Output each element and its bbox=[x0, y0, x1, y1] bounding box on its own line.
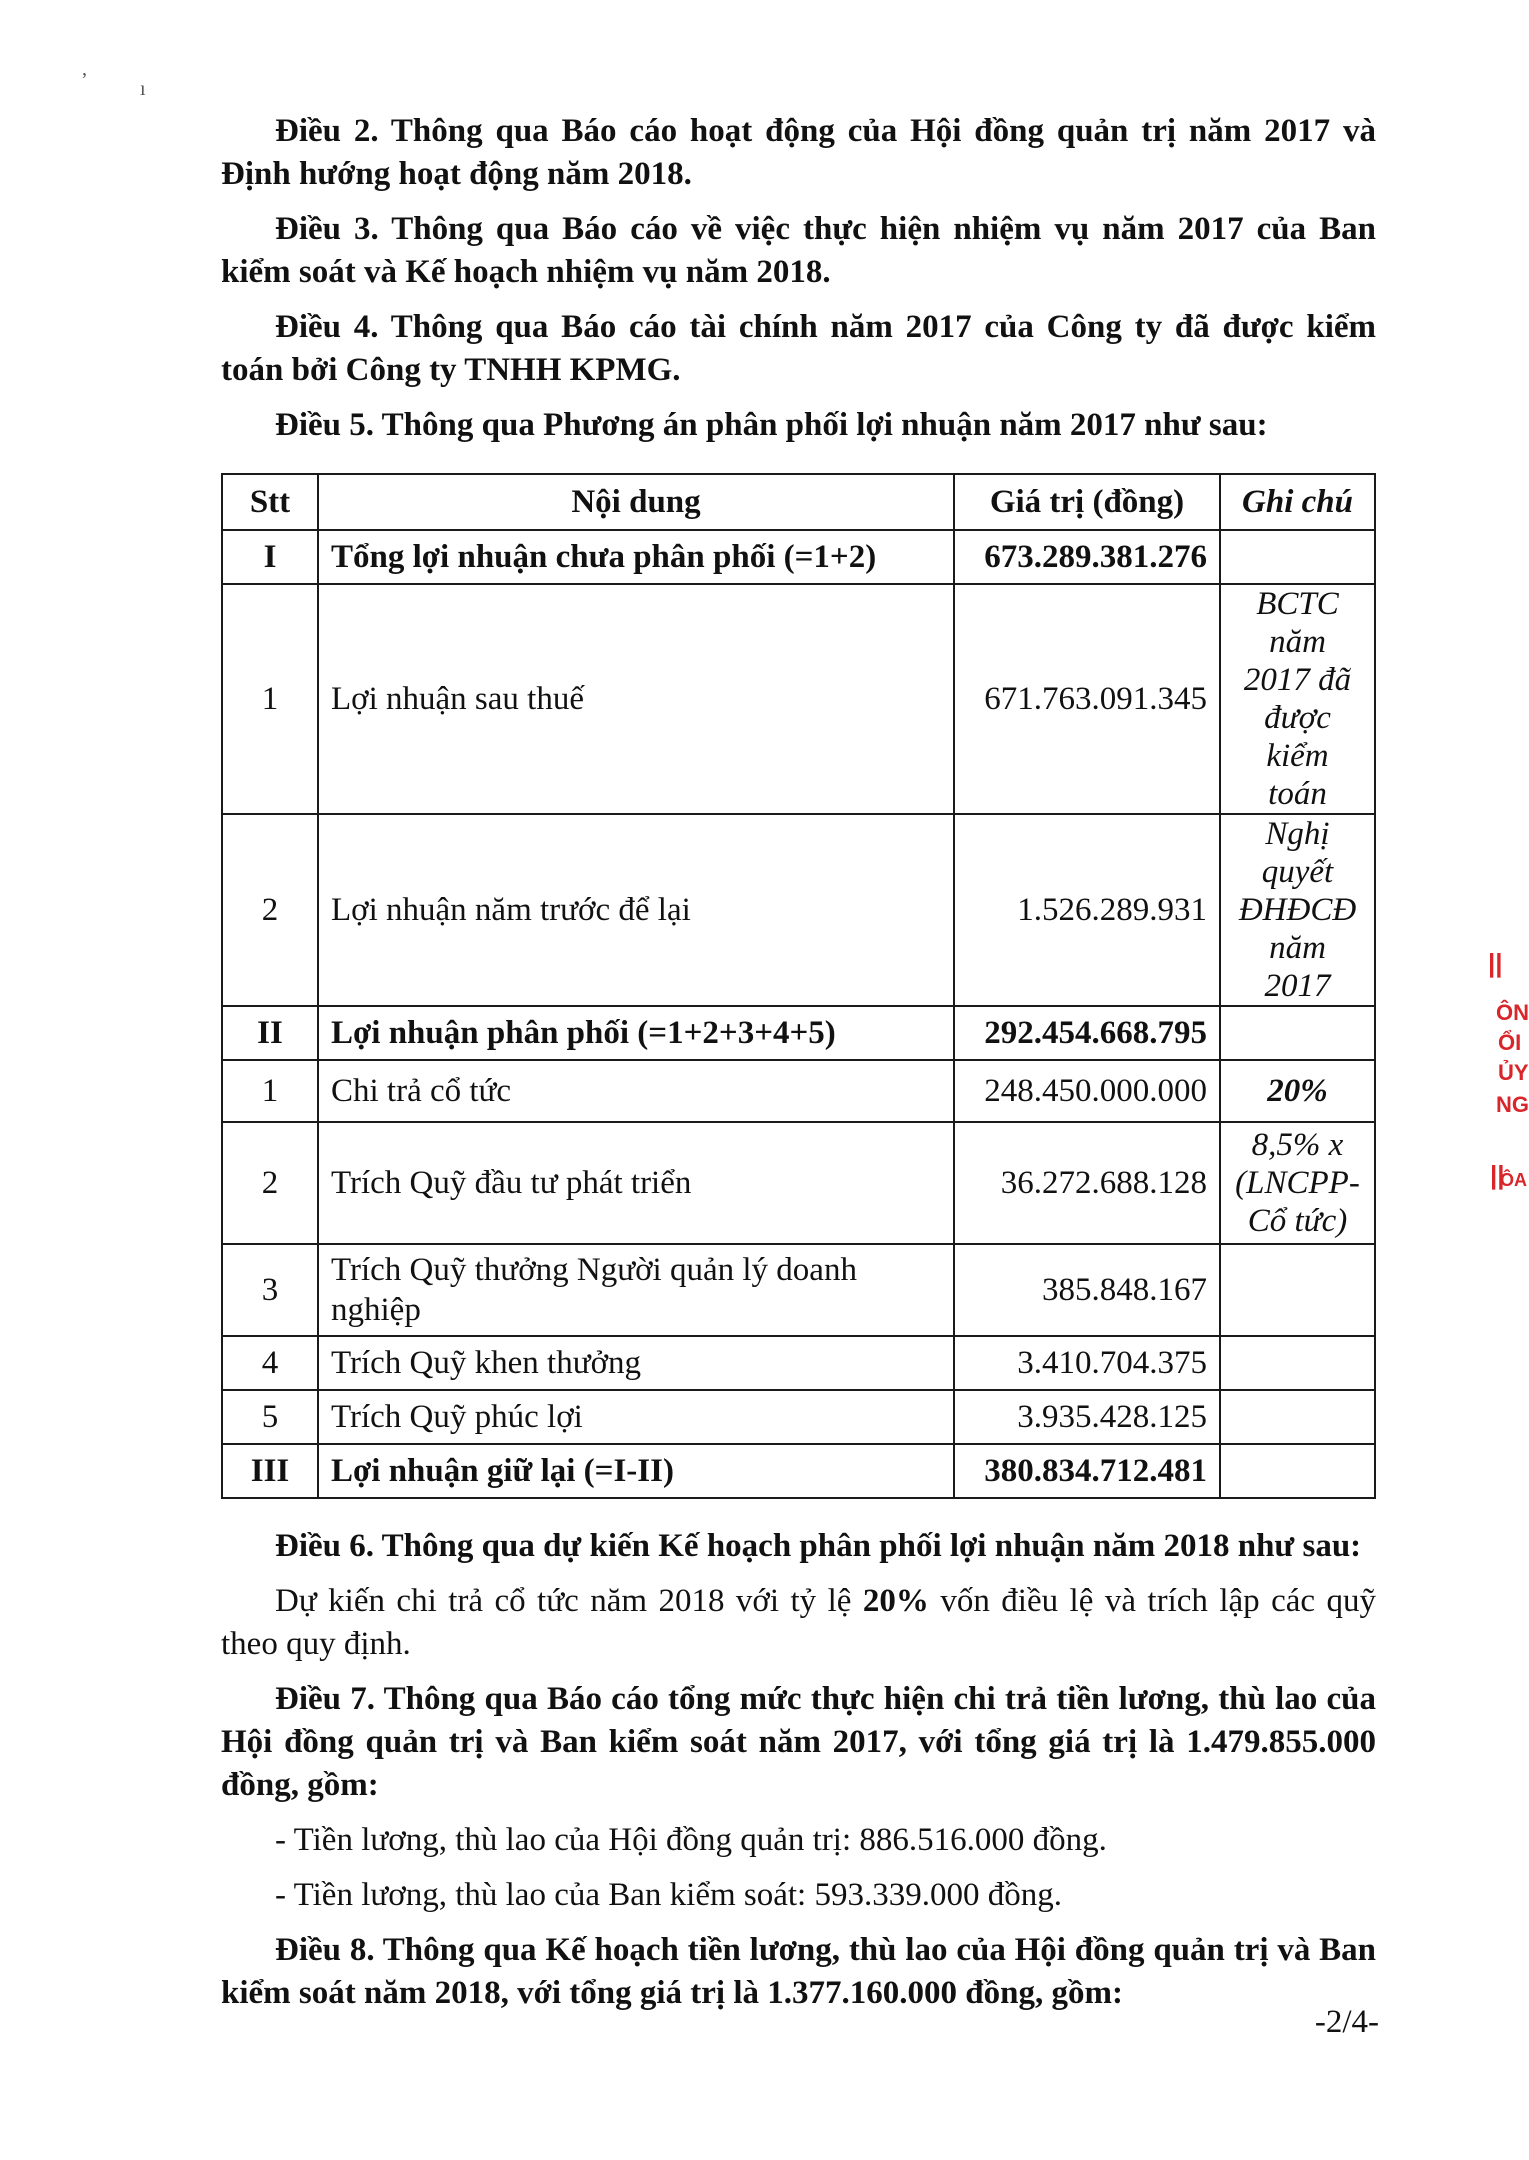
row-value: 3.935.428.125 bbox=[954, 1390, 1220, 1444]
row-description: Trích Quỹ phúc lợi bbox=[318, 1390, 954, 1444]
table-row bbox=[222, 530, 1375, 584]
row-value: 292.454.668.795 bbox=[954, 1006, 1220, 1060]
row-description: Chi trả cổ tức bbox=[318, 1060, 954, 1122]
table-row bbox=[222, 1336, 1375, 1390]
row-value: 673.289.381.276 bbox=[954, 530, 1220, 584]
row-note bbox=[1220, 1006, 1375, 1060]
article-7: Điều 7. Thông qua Báo cáo tổng mức thực hiện chi trả tiền lương, thù lao của Hội đồng quản trị và Ban kiểm soát năm 2017, với tổng giá trị là 1.479.855.000 đồng, gồm: bbox=[221, 1681, 1376, 1803]
row-stt: 1 bbox=[222, 1060, 318, 1122]
scan-mark: , bbox=[82, 58, 87, 80]
page-number: -2/4- bbox=[1314, 2004, 1379, 2040]
article-3: Điều 3. Thông qua Báo cáo về việc thực hiện nhiệm vụ năm 2017 của Ban kiểm soát và Kế hoạch nhiệm vụ năm 2018. bbox=[221, 211, 1377, 290]
header-value: Giá trị (đồng) bbox=[954, 474, 1220, 530]
row-stt: 2 bbox=[222, 814, 318, 1006]
header-description: Nội dung bbox=[318, 474, 954, 530]
row-note: BCTC năm 2017 đã được kiểm toán bbox=[1220, 584, 1375, 814]
stamp-bar: || bbox=[1490, 1160, 1505, 1190]
article-2: Điều 2. Thông qua Báo cáo hoạt động của Hội đồng quản trị năm 2017 và Định hướng hoạt động năm 2018. bbox=[221, 113, 1376, 192]
article-4: Điều 4. Thông qua Báo cáo tài chính năm 2017 của Công ty đã được kiểm toán bởi Công ty TNHH KPMG. bbox=[221, 309, 1377, 388]
header-note: Ghi chú bbox=[1220, 474, 1375, 530]
row-description: Trích Quỹ khen thưởng bbox=[318, 1336, 954, 1390]
table-row bbox=[222, 1060, 1375, 1122]
row-value: 248.450.000.000 bbox=[954, 1060, 1220, 1122]
stamp-text: ÔA bbox=[1500, 1170, 1527, 1190]
header-stt: Stt bbox=[222, 474, 318, 530]
article-7-item: - Tiền lương, thù lao của Ban kiểm soát: 593.339.000 đồng. bbox=[275, 1877, 1062, 1913]
row-note: Nghị quyết ĐHĐCĐ năm 2017 bbox=[1220, 814, 1375, 1006]
row-value: 3.410.704.375 bbox=[954, 1336, 1220, 1390]
table-row bbox=[222, 1390, 1375, 1444]
table-header-row bbox=[222, 474, 1375, 530]
row-value: 36.272.688.128 bbox=[954, 1122, 1220, 1244]
row-stt: 1 bbox=[222, 584, 318, 814]
scan-mark: ı bbox=[140, 78, 146, 100]
stamp-text: ỔI bbox=[1498, 1030, 1522, 1055]
row-description: Trích Quỹ đầu tư phát triển bbox=[318, 1122, 954, 1244]
row-note bbox=[1220, 1390, 1375, 1444]
stamp-text: ỦY bbox=[1498, 1060, 1529, 1085]
table-row bbox=[222, 584, 1375, 814]
row-description: Lợi nhuận phân phối (=1+2+3+4+5) bbox=[318, 1006, 954, 1060]
row-value: 380.834.712.481 bbox=[954, 1444, 1220, 1498]
row-stt: III bbox=[222, 1444, 318, 1498]
table-row bbox=[222, 1122, 1375, 1244]
article-8: Điều 8. Thông qua Kế hoạch tiền lương, thù lao của Hội đồng quản trị và Ban kiểm soát năm 2018, với tổng giá trị là 1.377.160.000 đồng, gồm: bbox=[221, 1932, 1377, 2011]
row-note bbox=[1220, 530, 1375, 584]
article-7-item: - Tiền lương, thù lao của Hội đồng quản trị: 886.516.000 đồng. bbox=[275, 1822, 1107, 1858]
document-body bbox=[221, 110, 1376, 2015]
row-value: 1.526.289.931 bbox=[954, 814, 1220, 1006]
row-description: Trích Quỹ thưởng Người quản lý doanh nghiệp bbox=[318, 1244, 954, 1336]
stamp-text: ÔN bbox=[1496, 1000, 1529, 1025]
row-stt: II bbox=[222, 1006, 318, 1060]
row-note bbox=[1220, 1244, 1375, 1336]
profit-distribution-table bbox=[221, 473, 1376, 1499]
row-stt: I bbox=[222, 530, 318, 584]
row-description: Lợi nhuận năm trước để lại bbox=[318, 814, 954, 1006]
row-description: Tổng lợi nhuận chưa phân phối (=1+2) bbox=[318, 530, 954, 584]
stamp-text: NG bbox=[1496, 1092, 1529, 1117]
row-value: 671.763.091.345 bbox=[954, 584, 1220, 814]
table-row bbox=[222, 1006, 1375, 1060]
row-note bbox=[1220, 1336, 1375, 1390]
row-note: 8,5% x (LNCPP- Cổ tức) bbox=[1220, 1122, 1375, 1244]
article-5: Điều 5. Thông qua Phương án phân phối lợi nhuận năm 2017 như sau: bbox=[275, 407, 1268, 443]
row-stt: 3 bbox=[222, 1244, 318, 1336]
row-stt: 5 bbox=[222, 1390, 318, 1444]
stamp-bar: || bbox=[1488, 948, 1503, 978]
row-note bbox=[1220, 1444, 1375, 1498]
row-description: Lợi nhuận sau thuế bbox=[318, 584, 954, 814]
row-description: Lợi nhuận giữ lại (=I-II) bbox=[318, 1444, 954, 1498]
row-note: 20% bbox=[1220, 1060, 1375, 1122]
table-row bbox=[222, 814, 1375, 1006]
article-6: Điều 6. Thông qua dự kiến Kế hoạch phân phối lợi nhuận năm 2018 như sau: bbox=[275, 1528, 1362, 1564]
table-row bbox=[222, 1444, 1375, 1498]
row-stt: 4 bbox=[222, 1336, 318, 1390]
row-value: 385.848.167 bbox=[954, 1244, 1220, 1336]
article-6-body: Dự kiến chi trả cổ tức năm 2018 với tỷ lệ 20% vốn điều lệ và trích lập các quỹ theo quy định. bbox=[221, 1583, 1377, 1662]
row-stt: 2 bbox=[222, 1122, 318, 1244]
table-row bbox=[222, 1244, 1375, 1336]
